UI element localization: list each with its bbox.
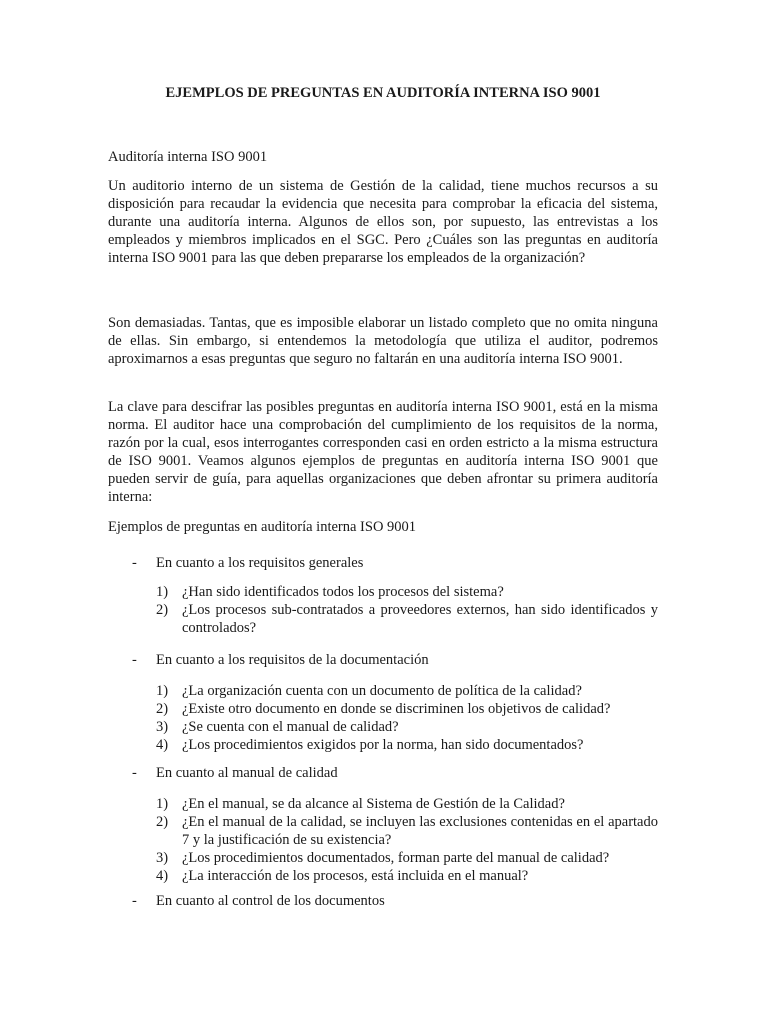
list-number: 4) <box>156 868 169 884</box>
bullet-dash: - <box>132 893 137 909</box>
list-item <box>156 718 658 736</box>
list-number: 1) <box>156 683 169 699</box>
paragraph-methodology: Son demasiadas. Tantas, que es imposible elaborar un listado completo que no omita ninguna de ellas. Sin embargo, si entendemos la metodología que utiliza el auditor, podremos aproximarnos a esas preguntas que seguro no faltarán en una auditoría interna ISO 9001. <box>108 315 658 367</box>
list-item-text: ¿Los procedimientos documentados, forman parte del manual de calidad? <box>182 850 610 866</box>
list-item <box>156 795 658 813</box>
list-item-text: ¿Los procedimientos exigidos por la norma, han sido documentados? <box>182 737 584 753</box>
question-list-manual <box>156 795 658 885</box>
bullet-dash: - <box>132 765 137 781</box>
list-item <box>156 849 658 867</box>
list-item <box>156 583 658 601</box>
list-item-text: ¿Han sido identificados todos los procesos del sistema? <box>182 584 504 600</box>
document-title: EJEMPLOS DE PREGUNTAS EN AUDITORÍA INTERNA ISO 9001 <box>165 85 601 101</box>
list-item-text: ¿Los procesos sub-contratados a proveedores externos, han sido identificados y controlados? <box>182 602 658 636</box>
bullet-heading: En cuanto al control de los documentos <box>156 893 385 909</box>
question-list-generales <box>156 583 658 637</box>
list-item-text: ¿La organización cuenta con un documento de política de la calidad? <box>182 683 582 699</box>
section-heading: Auditoría interna ISO 9001 <box>108 149 268 165</box>
bullet-dash: - <box>132 555 137 571</box>
list-item-text: ¿En el manual de la calidad, se incluyen las exclusiones contenidas en el apartado 7 y la justificación de su existencia? <box>182 814 658 848</box>
list-item <box>156 813 658 849</box>
list-number: 1) <box>156 584 169 600</box>
list-number: 2) <box>156 701 169 717</box>
list-item <box>156 700 658 718</box>
examples-heading: Ejemplos de preguntas en auditoría interna ISO 9001 <box>108 519 417 535</box>
list-item <box>156 736 658 754</box>
bullet-dash: - <box>132 652 137 668</box>
list-number: 1) <box>156 796 169 812</box>
question-list-documentacion <box>156 682 658 754</box>
list-item-text: ¿Se cuenta con el manual de calidad? <box>182 719 399 735</box>
list-item-text: ¿En el manual, se da alcance al Sistema de Gestión de la Calidad? <box>182 796 565 812</box>
list-number: 4) <box>156 737 169 753</box>
bullet-heading: En cuanto a los requisitos generales <box>156 555 364 571</box>
list-item-text: ¿La interacción de los procesos, está incluida en el manual? <box>182 868 529 884</box>
list-item <box>156 867 658 885</box>
bullet-heading: En cuanto al manual de calidad <box>156 765 338 781</box>
list-number: 3) <box>156 850 169 866</box>
list-item-text: ¿Existe otro documento en donde se discriminen los objetivos de calidad? <box>182 701 611 717</box>
paragraph-intro: Un auditorio interno de un sistema de Gestión de la calidad, tiene muchos recursos a su disposición para recaudar la evidencia que necesita para comprobar la eficacia del sistema, durante una auditoría interna. Algunos de ellos son, por supuesto, las entrevistas a los empleados y miembros implicados en el SGC. Pero ¿Cuáles son las preguntas en auditoría interna ISO 9001 para las que deben prepararse los empleados de la organización? <box>108 178 658 266</box>
list-number: 3) <box>156 719 169 735</box>
bullet-heading: En cuanto a los requisitos de la documentación <box>156 652 429 668</box>
list-item <box>156 682 658 700</box>
list-number: 2) <box>156 602 169 618</box>
paragraph-key: La clave para descifrar las posibles preguntas en auditoría interna ISO 9001, está en la misma norma. El auditor hace una comprobación del cumplimiento de los requisitos de la norma, razón por la cual, esos interrogantes corresponden casi en orden estricto a la misma estructura de ISO 9001. Veamos algunos ejemplos de preguntas en auditoría interna ISO 9001 que pueden servir de guía, para aquellas organizaciones que deben afrontar su primera auditoría interna: <box>108 399 658 505</box>
list-number: 2) <box>156 814 169 830</box>
list-item <box>156 601 658 637</box>
